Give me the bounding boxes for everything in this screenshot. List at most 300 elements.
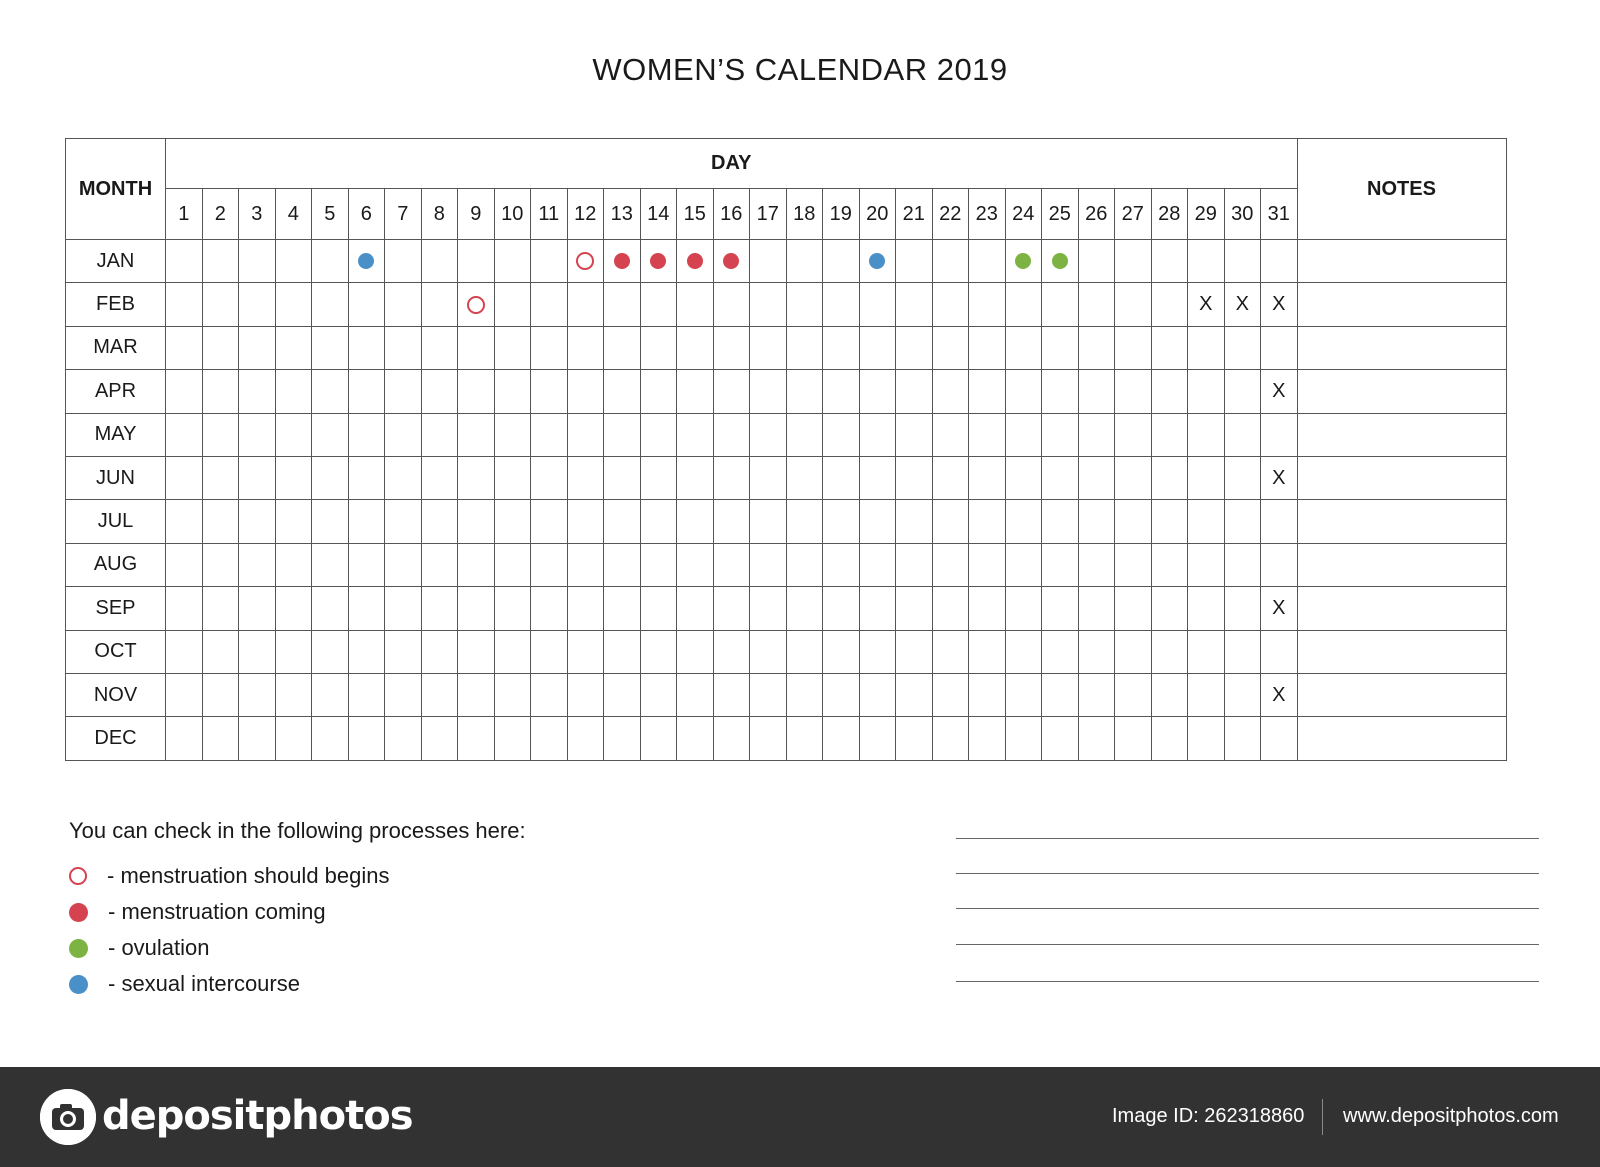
day-cell[interactable] [713, 456, 750, 499]
day-cell[interactable] [932, 630, 969, 673]
day-cell[interactable] [385, 240, 422, 283]
day-cell[interactable] [1042, 326, 1079, 369]
day-cell[interactable] [1078, 240, 1115, 283]
day-cell[interactable] [969, 370, 1006, 413]
day-cell[interactable] [750, 240, 787, 283]
day-cell[interactable] [1115, 283, 1152, 326]
day-cell[interactable] [494, 500, 531, 543]
day-cell[interactable] [640, 326, 677, 369]
day-cell[interactable] [1224, 240, 1261, 283]
day-cell[interactable] [1005, 500, 1042, 543]
day-cell[interactable] [1078, 456, 1115, 499]
day-cell[interactable] [713, 630, 750, 673]
day-cell[interactable] [750, 456, 787, 499]
day-cell[interactable] [1261, 456, 1298, 499]
day-cell[interactable] [166, 283, 203, 326]
day-cell[interactable] [1224, 673, 1261, 716]
day-cell[interactable] [786, 543, 823, 586]
day-cell[interactable] [1151, 630, 1188, 673]
day-cell[interactable] [1115, 500, 1152, 543]
day-cell[interactable] [275, 587, 312, 630]
day-cell[interactable] [421, 630, 458, 673]
day-cell[interactable] [677, 543, 714, 586]
day-cell[interactable] [713, 283, 750, 326]
day-cell[interactable] [969, 413, 1006, 456]
day-cell[interactable] [896, 500, 933, 543]
day-cell[interactable] [166, 370, 203, 413]
day-cell[interactable] [823, 240, 860, 283]
day-cell[interactable] [932, 500, 969, 543]
day-cell[interactable] [969, 240, 1006, 283]
day-cell[interactable] [458, 326, 495, 369]
day-cell[interactable] [531, 500, 568, 543]
notes-cell[interactable] [1297, 326, 1506, 369]
day-cell[interactable] [312, 413, 349, 456]
day-cell[interactable] [1042, 673, 1079, 716]
day-cell[interactable] [531, 413, 568, 456]
day-cell[interactable] [1115, 240, 1152, 283]
day-cell[interactable] [567, 456, 604, 499]
day-cell[interactable] [1115, 543, 1152, 586]
day-cell[interactable] [1005, 370, 1042, 413]
day-cell[interactable] [494, 587, 531, 630]
day-cell[interactable] [421, 500, 458, 543]
day-cell[interactable] [640, 240, 677, 283]
day-cell[interactable] [275, 717, 312, 760]
day-cell[interactable] [1151, 456, 1188, 499]
day-cell[interactable] [1261, 717, 1298, 760]
day-cell[interactable] [823, 587, 860, 630]
day-cell[interactable] [1151, 370, 1188, 413]
day-cell[interactable] [421, 717, 458, 760]
day-cell[interactable] [604, 500, 641, 543]
day-cell[interactable] [1151, 717, 1188, 760]
day-cell[interactable] [1261, 283, 1298, 326]
day-cell[interactable] [1078, 283, 1115, 326]
day-cell[interactable] [239, 326, 276, 369]
day-cell[interactable] [348, 456, 385, 499]
day-cell[interactable] [932, 326, 969, 369]
day-cell[interactable] [1078, 630, 1115, 673]
day-cell[interactable] [604, 370, 641, 413]
day-cell[interactable] [677, 673, 714, 716]
day-cell[interactable] [640, 717, 677, 760]
day-cell[interactable] [713, 326, 750, 369]
day-cell[interactable] [750, 500, 787, 543]
day-cell[interactable] [677, 630, 714, 673]
day-cell[interactable] [348, 673, 385, 716]
day-cell[interactable] [1078, 413, 1115, 456]
day-cell[interactable] [1005, 587, 1042, 630]
day-cell[interactable] [239, 630, 276, 673]
day-cell[interactable] [348, 543, 385, 586]
day-cell[interactable] [1115, 413, 1152, 456]
day-cell[interactable] [494, 717, 531, 760]
day-cell[interactable] [604, 240, 641, 283]
day-cell[interactable] [786, 500, 823, 543]
day-cell[interactable] [640, 413, 677, 456]
day-cell[interactable] [932, 240, 969, 283]
day-cell[interactable] [896, 543, 933, 586]
day-cell[interactable] [1188, 456, 1225, 499]
day-cell[interactable] [823, 456, 860, 499]
day-cell[interactable] [1188, 673, 1225, 716]
day-cell[interactable] [1261, 413, 1298, 456]
note-line[interactable] [956, 944, 1539, 945]
day-cell[interactable] [567, 587, 604, 630]
day-cell[interactable] [750, 326, 787, 369]
notes-cell[interactable] [1297, 370, 1506, 413]
day-cell[interactable] [239, 500, 276, 543]
day-cell[interactable] [202, 326, 239, 369]
day-cell[interactable] [385, 543, 422, 586]
day-cell[interactable] [859, 717, 896, 760]
day-cell[interactable] [823, 543, 860, 586]
notes-cell[interactable] [1297, 543, 1506, 586]
day-cell[interactable] [932, 673, 969, 716]
day-cell[interactable] [531, 456, 568, 499]
day-cell[interactable] [1005, 717, 1042, 760]
day-cell[interactable] [969, 587, 1006, 630]
day-cell[interactable] [1042, 283, 1079, 326]
notes-cell[interactable] [1297, 240, 1506, 283]
day-cell[interactable] [312, 370, 349, 413]
day-cell[interactable] [859, 413, 896, 456]
day-cell[interactable] [859, 326, 896, 369]
day-cell[interactable] [421, 370, 458, 413]
day-cell[interactable] [202, 283, 239, 326]
day-cell[interactable] [275, 630, 312, 673]
day-cell[interactable] [1224, 326, 1261, 369]
day-cell[interactable] [494, 240, 531, 283]
day-cell[interactable] [567, 500, 604, 543]
day-cell[interactable] [421, 326, 458, 369]
day-cell[interactable] [1261, 587, 1298, 630]
day-cell[interactable] [202, 543, 239, 586]
day-cell[interactable] [1042, 240, 1079, 283]
day-cell[interactable] [166, 500, 203, 543]
day-cell[interactable] [604, 543, 641, 586]
day-cell[interactable] [1115, 630, 1152, 673]
day-cell[interactable] [1188, 283, 1225, 326]
day-cell[interactable] [859, 630, 896, 673]
day-cell[interactable] [458, 456, 495, 499]
day-cell[interactable] [1042, 630, 1079, 673]
day-cell[interactable] [1078, 587, 1115, 630]
day-cell[interactable] [1078, 326, 1115, 369]
day-cell[interactable] [896, 456, 933, 499]
day-cell[interactable] [823, 283, 860, 326]
day-cell[interactable] [348, 413, 385, 456]
day-cell[interactable] [1224, 456, 1261, 499]
day-cell[interactable] [932, 456, 969, 499]
day-cell[interactable] [896, 717, 933, 760]
day-cell[interactable] [421, 283, 458, 326]
day-cell[interactable] [859, 370, 896, 413]
day-cell[interactable] [969, 500, 1006, 543]
day-cell[interactable] [750, 370, 787, 413]
day-cell[interactable] [896, 283, 933, 326]
day-cell[interactable] [312, 543, 349, 586]
day-cell[interactable] [312, 630, 349, 673]
notes-cell[interactable] [1297, 413, 1506, 456]
day-cell[interactable] [421, 543, 458, 586]
day-cell[interactable] [348, 240, 385, 283]
day-cell[interactable] [677, 717, 714, 760]
day-cell[interactable] [239, 543, 276, 586]
day-cell[interactable] [713, 240, 750, 283]
day-cell[interactable] [969, 673, 1006, 716]
day-cell[interactable] [604, 456, 641, 499]
day-cell[interactable] [275, 543, 312, 586]
day-cell[interactable] [531, 630, 568, 673]
day-cell[interactable] [567, 413, 604, 456]
note-line[interactable] [956, 838, 1539, 839]
day-cell[interactable] [1005, 673, 1042, 716]
day-cell[interactable] [1224, 587, 1261, 630]
day-cell[interactable] [604, 717, 641, 760]
day-cell[interactable] [640, 283, 677, 326]
day-cell[interactable] [1224, 370, 1261, 413]
day-cell[interactable] [166, 543, 203, 586]
day-cell[interactable] [1224, 543, 1261, 586]
day-cell[interactable] [494, 673, 531, 716]
day-cell[interactable] [494, 370, 531, 413]
day-cell[interactable] [786, 673, 823, 716]
day-cell[interactable] [202, 240, 239, 283]
day-cell[interactable] [1078, 543, 1115, 586]
day-cell[interactable] [1188, 326, 1225, 369]
day-cell[interactable] [312, 500, 349, 543]
day-cell[interactable] [969, 283, 1006, 326]
day-cell[interactable] [1115, 456, 1152, 499]
day-cell[interactable] [640, 673, 677, 716]
day-cell[interactable] [458, 630, 495, 673]
day-cell[interactable] [896, 587, 933, 630]
day-cell[interactable] [1005, 326, 1042, 369]
day-cell[interactable] [1042, 370, 1079, 413]
day-cell[interactable] [202, 587, 239, 630]
day-cell[interactable] [239, 240, 276, 283]
day-cell[interactable] [823, 500, 860, 543]
day-cell[interactable] [859, 673, 896, 716]
day-cell[interactable] [1261, 500, 1298, 543]
notes-cell[interactable] [1297, 717, 1506, 760]
day-cell[interactable] [1151, 587, 1188, 630]
day-cell[interactable] [713, 717, 750, 760]
day-cell[interactable] [677, 456, 714, 499]
day-cell[interactable] [385, 587, 422, 630]
day-cell[interactable] [239, 413, 276, 456]
day-cell[interactable] [823, 673, 860, 716]
day-cell[interactable] [385, 500, 422, 543]
day-cell[interactable] [348, 717, 385, 760]
day-cell[interactable] [202, 630, 239, 673]
day-cell[interactable] [385, 283, 422, 326]
day-cell[interactable] [750, 717, 787, 760]
notes-cell[interactable] [1297, 283, 1506, 326]
day-cell[interactable] [1188, 413, 1225, 456]
day-cell[interactable] [713, 370, 750, 413]
day-cell[interactable] [421, 587, 458, 630]
day-cell[interactable] [1115, 587, 1152, 630]
day-cell[interactable] [531, 283, 568, 326]
day-cell[interactable] [531, 326, 568, 369]
day-cell[interactable] [458, 413, 495, 456]
day-cell[interactable] [239, 717, 276, 760]
day-cell[interactable] [786, 717, 823, 760]
day-cell[interactable] [275, 240, 312, 283]
notes-cell[interactable] [1297, 456, 1506, 499]
day-cell[interactable] [823, 413, 860, 456]
day-cell[interactable] [859, 587, 896, 630]
day-cell[interactable] [713, 413, 750, 456]
notes-cell[interactable] [1297, 500, 1506, 543]
day-cell[interactable] [750, 413, 787, 456]
day-cell[interactable] [750, 543, 787, 586]
day-cell[interactable] [1005, 240, 1042, 283]
day-cell[interactable] [348, 500, 385, 543]
day-cell[interactable] [312, 456, 349, 499]
day-cell[interactable] [640, 543, 677, 586]
day-cell[interactable] [348, 587, 385, 630]
day-cell[interactable] [1224, 413, 1261, 456]
notes-cell[interactable] [1297, 673, 1506, 716]
day-cell[interactable] [421, 240, 458, 283]
day-cell[interactable] [969, 326, 1006, 369]
day-cell[interactable] [567, 717, 604, 760]
day-cell[interactable] [1005, 630, 1042, 673]
day-cell[interactable] [1078, 717, 1115, 760]
day-cell[interactable] [1188, 630, 1225, 673]
day-cell[interactable] [640, 370, 677, 413]
day-cell[interactable] [677, 326, 714, 369]
day-cell[interactable] [1224, 500, 1261, 543]
day-cell[interactable] [494, 456, 531, 499]
day-cell[interactable] [1224, 630, 1261, 673]
day-cell[interactable] [385, 630, 422, 673]
day-cell[interactable] [896, 673, 933, 716]
day-cell[interactable] [458, 240, 495, 283]
day-cell[interactable] [1115, 326, 1152, 369]
day-cell[interactable] [458, 543, 495, 586]
day-cell[interactable] [275, 283, 312, 326]
day-cell[interactable] [640, 630, 677, 673]
day-cell[interactable] [969, 630, 1006, 673]
site-link[interactable]: www.depositphotos.com [1343, 1105, 1559, 1127]
day-cell[interactable] [312, 326, 349, 369]
day-cell[interactable] [348, 283, 385, 326]
day-cell[interactable] [677, 370, 714, 413]
day-cell[interactable] [1188, 717, 1225, 760]
day-cell[interactable] [166, 587, 203, 630]
day-cell[interactable] [275, 413, 312, 456]
day-cell[interactable] [385, 370, 422, 413]
day-cell[interactable] [604, 413, 641, 456]
day-cell[interactable] [1261, 543, 1298, 586]
day-cell[interactable] [531, 673, 568, 716]
day-cell[interactable] [604, 283, 641, 326]
day-cell[interactable] [640, 500, 677, 543]
day-cell[interactable] [239, 370, 276, 413]
day-cell[interactable] [202, 673, 239, 716]
day-cell[interactable] [1151, 283, 1188, 326]
day-cell[interactable] [1188, 587, 1225, 630]
day-cell[interactable] [458, 283, 495, 326]
day-cell[interactable] [859, 240, 896, 283]
day-cell[interactable] [677, 587, 714, 630]
day-cell[interactable] [166, 413, 203, 456]
day-cell[interactable] [1005, 413, 1042, 456]
day-cell[interactable] [677, 240, 714, 283]
day-cell[interactable] [1078, 370, 1115, 413]
day-cell[interactable] [239, 673, 276, 716]
day-cell[interactable] [1078, 673, 1115, 716]
day-cell[interactable] [932, 717, 969, 760]
day-cell[interactable] [421, 413, 458, 456]
day-cell[interactable] [275, 370, 312, 413]
day-cell[interactable] [896, 413, 933, 456]
brand-logo[interactable]: depositphotos [102, 1093, 413, 1139]
day-cell[interactable] [1224, 283, 1261, 326]
day-cell[interactable] [202, 717, 239, 760]
day-cell[interactable] [531, 717, 568, 760]
day-cell[interactable] [166, 630, 203, 673]
day-cell[interactable] [458, 370, 495, 413]
day-cell[interactable] [1224, 717, 1261, 760]
day-cell[interactable] [677, 413, 714, 456]
day-cell[interactable] [202, 370, 239, 413]
day-cell[interactable] [239, 456, 276, 499]
day-cell[interactable] [1188, 500, 1225, 543]
day-cell[interactable] [166, 240, 203, 283]
day-cell[interactable] [1042, 500, 1079, 543]
day-cell[interactable] [531, 587, 568, 630]
day-cell[interactable] [786, 587, 823, 630]
day-cell[interactable] [1115, 370, 1152, 413]
day-cell[interactable] [604, 587, 641, 630]
day-cell[interactable] [166, 717, 203, 760]
day-cell[interactable] [1042, 587, 1079, 630]
day-cell[interactable] [604, 673, 641, 716]
day-cell[interactable] [567, 240, 604, 283]
day-cell[interactable] [312, 673, 349, 716]
day-cell[interactable] [640, 587, 677, 630]
day-cell[interactable] [421, 456, 458, 499]
day-cell[interactable] [567, 326, 604, 369]
day-cell[interactable] [385, 326, 422, 369]
day-cell[interactable] [896, 240, 933, 283]
day-cell[interactable] [202, 456, 239, 499]
day-cell[interactable] [531, 543, 568, 586]
day-cell[interactable] [786, 630, 823, 673]
day-cell[interactable] [385, 673, 422, 716]
day-cell[interactable] [312, 283, 349, 326]
day-cell[interactable] [458, 500, 495, 543]
day-cell[interactable] [713, 673, 750, 716]
day-cell[interactable] [275, 500, 312, 543]
day-cell[interactable] [896, 630, 933, 673]
day-cell[interactable] [713, 500, 750, 543]
day-cell[interactable] [896, 370, 933, 413]
day-cell[interactable] [1042, 456, 1079, 499]
day-cell[interactable] [640, 456, 677, 499]
day-cell[interactable] [1078, 500, 1115, 543]
day-cell[interactable] [202, 413, 239, 456]
day-cell[interactable] [1188, 370, 1225, 413]
notes-cell[interactable] [1297, 630, 1506, 673]
day-cell[interactable] [677, 283, 714, 326]
